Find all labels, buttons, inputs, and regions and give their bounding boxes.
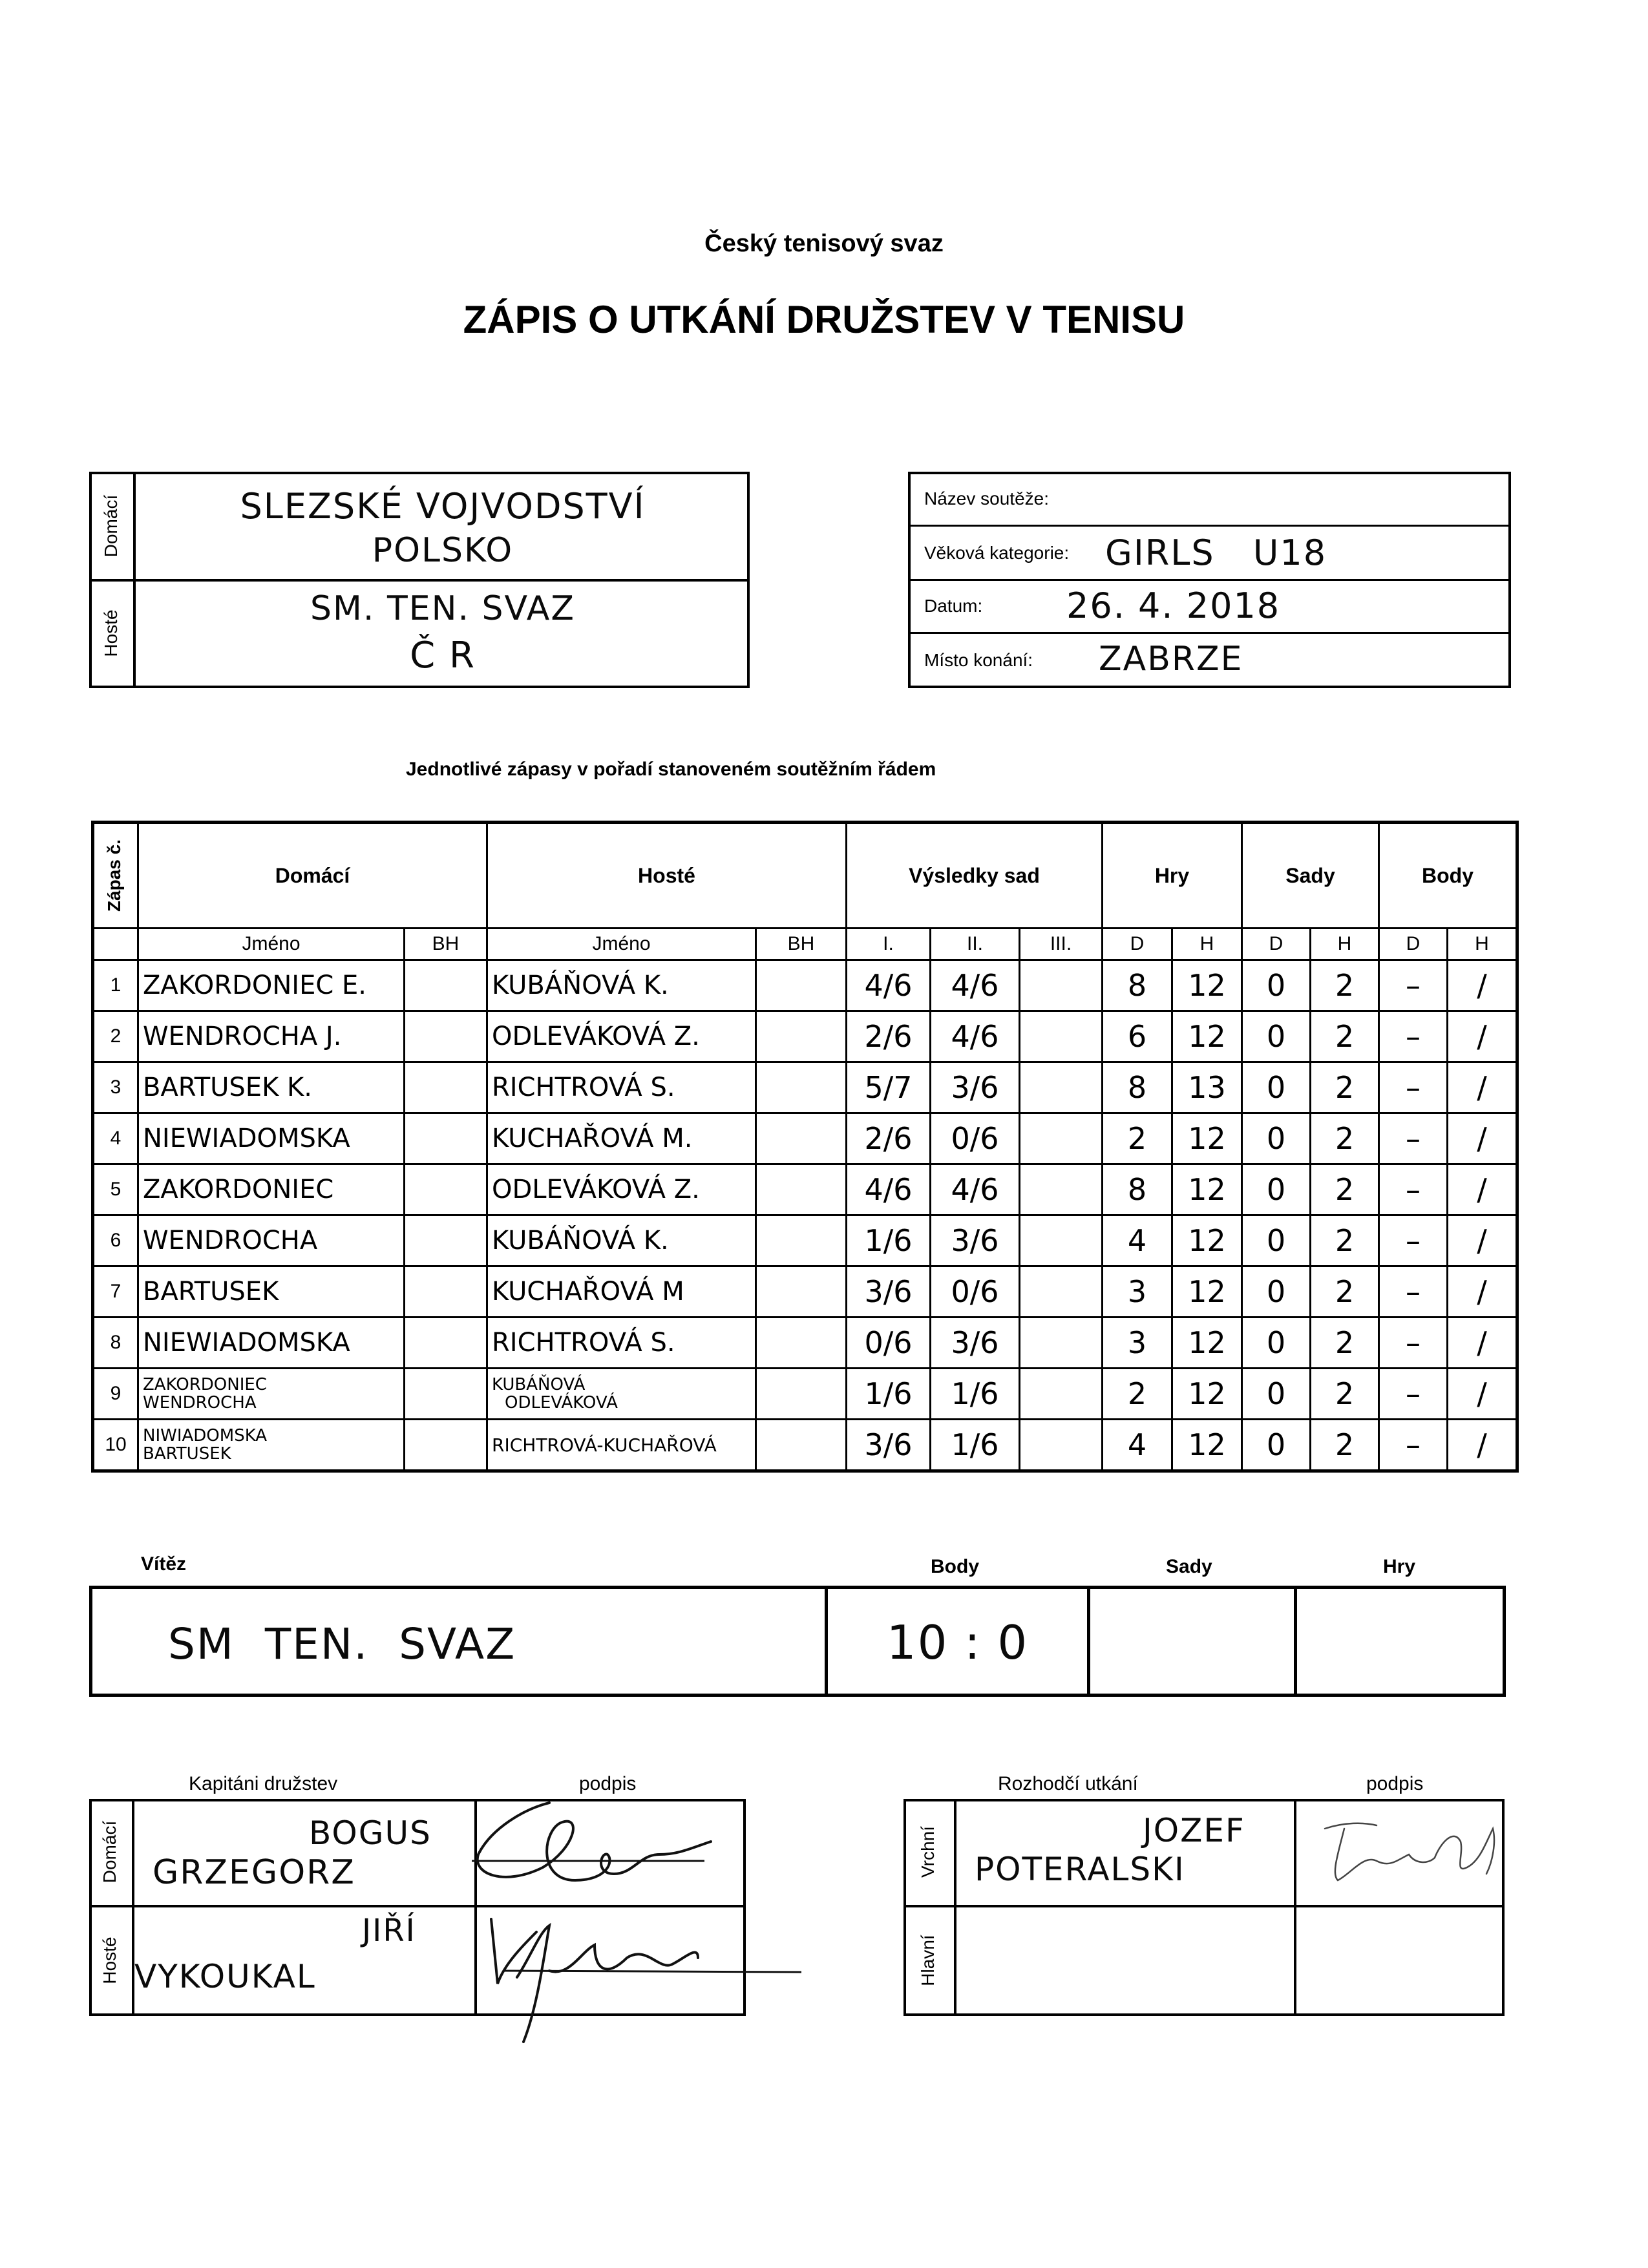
home-player-name: WENDROCHA J.	[138, 1011, 405, 1062]
set2: 3/6	[931, 1215, 1020, 1266]
set1: 1/6	[847, 1369, 931, 1420]
points-guest: /	[1448, 960, 1517, 1011]
sets-guest: 2	[1311, 1266, 1379, 1318]
home-bh-subheader: BH	[405, 929, 487, 960]
referees-divider	[903, 1905, 1505, 1907]
set2: 3/6	[931, 1062, 1020, 1113]
competition-label: Název soutěže:	[924, 488, 1049, 509]
captain-home-label: Domácí	[100, 1820, 120, 1884]
guest-bh	[756, 1011, 847, 1062]
match-row	[93, 1215, 1517, 1266]
games-home: 3	[1103, 1318, 1172, 1369]
home-player-names	[138, 1420, 405, 1471]
date-value: 26. 4. 2018	[1066, 585, 1281, 626]
points-home: –	[1379, 1062, 1448, 1113]
guest-team-name-line2: Č R	[410, 635, 476, 677]
guest-player-2: ODLEVÁKOVÁ	[505, 1393, 618, 1412]
match-number-header: Zápas č.	[93, 823, 138, 929]
sets-home: 0	[1242, 1266, 1311, 1318]
match-row	[93, 1266, 1517, 1318]
home-player-name: WENDROCHA	[138, 1215, 405, 1266]
games-home: 8	[1103, 1164, 1172, 1215]
set3	[1020, 1369, 1103, 1420]
points-guest: /	[1448, 1369, 1517, 1420]
set3	[1020, 1420, 1103, 1471]
set1: 4/6	[847, 1164, 931, 1215]
games-guest: 12	[1172, 1318, 1242, 1369]
home-player-name: ZAKORDONIEC E.	[138, 960, 405, 1011]
set2: 3/6	[931, 1318, 1020, 1369]
games-home: 3	[1103, 1266, 1172, 1318]
points-guest: /	[1448, 1164, 1517, 1215]
home-bh	[405, 1062, 487, 1113]
guest-bh	[756, 1318, 847, 1369]
points-value: 10 : 0	[886, 1615, 1029, 1670]
guest-player-1: KUBÁŇOVÁ	[492, 1375, 586, 1394]
sets-home: 0	[1242, 1369, 1311, 1420]
referee-main-label: Hlavní	[918, 1935, 938, 1986]
points-guest: /	[1448, 1113, 1517, 1164]
set2: 1/6	[931, 1420, 1020, 1471]
info-row-divider	[908, 525, 1511, 527]
points-home: –	[1379, 1164, 1448, 1215]
info-row-divider	[908, 579, 1511, 581]
sets-home: 0	[1242, 960, 1311, 1011]
set2: 1/6	[931, 1369, 1020, 1420]
guest-player-name: KUBÁŇOVÁ K.	[487, 960, 756, 1011]
referees-divider	[1294, 1799, 1296, 2016]
category-label: Věková kategorie:	[924, 543, 1070, 563]
home-bh	[405, 1164, 487, 1215]
games-guest: 12	[1172, 1266, 1242, 1318]
home-player-1: NIWIADOMSKA	[143, 1426, 268, 1445]
games-guest: 13	[1172, 1062, 1242, 1113]
captain-guest-label: Hosté	[100, 1937, 120, 1984]
points-guest: /	[1448, 1318, 1517, 1369]
match-row	[93, 960, 1517, 1011]
home-bh	[405, 1113, 487, 1164]
organization-name: Český tenisový svaz	[704, 230, 944, 257]
sets-guest: 2	[1311, 1318, 1379, 1369]
sets-home: 0	[1242, 1215, 1311, 1266]
referee-chair-signature	[1299, 1803, 1506, 1900]
home-player-1: ZAKORDONIEC	[143, 1375, 267, 1394]
games-guest: 12	[1172, 1420, 1242, 1471]
referee-chair-label: Vrchní	[918, 1826, 938, 1878]
points-home: –	[1379, 1420, 1448, 1471]
sets-guest: 2	[1311, 1164, 1379, 1215]
referees-sign-label: podpis	[1366, 1773, 1424, 1794]
points-home: –	[1379, 1369, 1448, 1420]
set2: 0/6	[931, 1266, 1020, 1318]
home-bh	[405, 1215, 487, 1266]
match-row	[93, 1113, 1517, 1164]
sets-home: 0	[1242, 1113, 1311, 1164]
home-team-name-line2: POLSKO	[372, 531, 514, 570]
guest-player-names	[487, 1369, 756, 1420]
home-player-name: BARTUSEK	[138, 1266, 405, 1318]
sets-guest: 2	[1311, 1011, 1379, 1062]
games-home: 8	[1103, 960, 1172, 1011]
home-player-2: BARTUSEK	[143, 1444, 231, 1464]
points-home: –	[1379, 1011, 1448, 1062]
set1: 2/6	[847, 1011, 931, 1062]
set3	[1020, 1318, 1103, 1369]
points-label: Body	[931, 1556, 979, 1577]
points-guest-subheader: H	[1448, 929, 1517, 960]
match-number: 4	[93, 1113, 138, 1164]
captain-guest-signature	[478, 1906, 814, 2061]
category-value: GIRLS U18	[1105, 532, 1327, 573]
referees-label: Rozhodčí utkání	[998, 1773, 1138, 1794]
match-row	[93, 1420, 1517, 1471]
games-guest: 12	[1172, 1215, 1242, 1266]
guest-bh	[756, 1113, 847, 1164]
match-number: 10	[93, 1420, 138, 1471]
set1: 4/6	[847, 960, 931, 1011]
guest-player-name: KUCHAŘOVÁ M.	[487, 1113, 756, 1164]
results-column-header: Výsledky sad	[847, 823, 1103, 929]
sets-guest: 2	[1311, 1420, 1379, 1471]
games-guest-subheader: H	[1172, 929, 1242, 960]
points-home-subheader: D	[1379, 929, 1448, 960]
match-row	[93, 1011, 1517, 1062]
info-row-divider	[908, 632, 1511, 634]
subheader-empty	[93, 929, 138, 960]
games-guest: 12	[1172, 960, 1242, 1011]
sets-label: Sady	[1166, 1556, 1212, 1577]
guest-player-name: ODLEVÁKOVÁ Z.	[487, 1011, 756, 1062]
set2-subheader: II.	[931, 929, 1020, 960]
home-team-label: Domácí	[101, 494, 121, 558]
match-number: 8	[93, 1318, 138, 1369]
games-home-subheader: D	[1103, 929, 1172, 960]
points-home: –	[1379, 960, 1448, 1011]
points-home: –	[1379, 1113, 1448, 1164]
referee-chair-first-name: JOZEF	[1143, 1812, 1245, 1849]
set2: 4/6	[931, 1011, 1020, 1062]
set1: 3/6	[847, 1420, 931, 1471]
points-guest: /	[1448, 1011, 1517, 1062]
games-home: 2	[1103, 1369, 1172, 1420]
set3	[1020, 1164, 1103, 1215]
sets-guest-subheader: H	[1311, 929, 1379, 960]
home-player-2: WENDROCHA	[143, 1393, 257, 1412]
place-value: ZABRZE	[1099, 640, 1243, 678]
guest-bh	[756, 1062, 847, 1113]
guest-bh	[756, 960, 847, 1011]
games-guest: 12	[1172, 1011, 1242, 1062]
sets-home: 0	[1242, 1164, 1311, 1215]
page-title: ZÁPIS O UTKÁNÍ DRUŽSTEV V TENISU	[463, 298, 1185, 341]
matches-caption: Jednotlivé zápasy v pořadí stanoveném soutěžním řádem	[406, 759, 936, 780]
sets-home-subheader: D	[1242, 929, 1311, 960]
games-column-header: Hry	[1103, 823, 1242, 929]
guest-team-name-line1: SM. TEN. SVAZ	[310, 589, 575, 628]
set1: 3/6	[847, 1266, 931, 1318]
set1: 0/6	[847, 1318, 931, 1369]
match-number: 9	[93, 1369, 138, 1420]
games-guest: 12	[1172, 1164, 1242, 1215]
points-home: –	[1379, 1266, 1448, 1318]
sets-guest: 2	[1311, 1113, 1379, 1164]
guest-bh-subheader: BH	[756, 929, 847, 960]
home-player-names	[138, 1369, 405, 1420]
set3	[1020, 1215, 1103, 1266]
home-bh	[405, 1318, 487, 1369]
games-home: 6	[1103, 1011, 1172, 1062]
sets-guest: 2	[1311, 960, 1379, 1011]
home-player-name: BARTUSEK K.	[138, 1062, 405, 1113]
points-guest: /	[1448, 1062, 1517, 1113]
guest-column-header: Hosté	[487, 823, 847, 929]
guest-bh	[756, 1369, 847, 1420]
set1: 2/6	[847, 1113, 931, 1164]
guest-name-subheader: Jméno	[487, 929, 756, 960]
guest-player-name: RICHTROVÁ-KUCHAŘOVÁ	[487, 1420, 756, 1471]
home-bh	[405, 960, 487, 1011]
home-column-header: Domácí	[138, 823, 487, 929]
winner-divider	[1087, 1586, 1090, 1697]
set1-subheader: I.	[847, 929, 931, 960]
guest-player-name: KUBÁŇOVÁ K.	[487, 1215, 756, 1266]
home-bh	[405, 1420, 487, 1471]
match-number: 6	[93, 1215, 138, 1266]
match-number: 3	[93, 1062, 138, 1113]
sets-column-header: Sady	[1242, 823, 1379, 929]
guest-bh	[756, 1420, 847, 1471]
set3	[1020, 1062, 1103, 1113]
winner-value: SM TEN. SVAZ	[168, 1619, 516, 1669]
points-guest: /	[1448, 1266, 1517, 1318]
set2: 4/6	[931, 1164, 1020, 1215]
games-home: 4	[1103, 1215, 1172, 1266]
match-row	[93, 1164, 1517, 1215]
captain-guest-first-name: JIŘÍ	[362, 1913, 416, 1949]
set3	[1020, 1113, 1103, 1164]
home-bh	[405, 1011, 487, 1062]
guest-team-label: Hosté	[101, 609, 121, 657]
guest-bh	[756, 1266, 847, 1318]
matches-table	[91, 821, 1519, 1473]
home-player-name: NIEWIADOMSKA	[138, 1113, 405, 1164]
captain-home-signature	[446, 1790, 717, 1906]
sets-guest: 2	[1311, 1215, 1379, 1266]
points-column-header: Body	[1379, 823, 1517, 929]
match-number: 7	[93, 1266, 138, 1318]
set2: 4/6	[931, 960, 1020, 1011]
games-guest: 12	[1172, 1369, 1242, 1420]
captains-sign-label: podpis	[579, 1773, 637, 1794]
set3-subheader: III.	[1020, 929, 1103, 960]
guest-bh	[756, 1164, 847, 1215]
captains-label: Kapitáni družstev	[189, 1773, 338, 1794]
date-label: Datum:	[924, 596, 983, 616]
games-label: Hry	[1383, 1556, 1416, 1577]
match-number: 5	[93, 1164, 138, 1215]
sets-home: 0	[1242, 1062, 1311, 1113]
sets-guest: 2	[1311, 1062, 1379, 1113]
games-home: 8	[1103, 1062, 1172, 1113]
set2: 0/6	[931, 1113, 1020, 1164]
place-label: Místo konání:	[924, 650, 1033, 670]
guest-bh	[756, 1215, 847, 1266]
match-row	[93, 1062, 1517, 1113]
match-number: 1	[93, 960, 138, 1011]
guest-player-name: RICHTROVÁ S.	[487, 1318, 756, 1369]
points-home: –	[1379, 1318, 1448, 1369]
captain-guest-last-name: VYKOUKAL	[134, 1958, 316, 1995]
home-bh	[405, 1369, 487, 1420]
home-team-name-line1: SLEZSKÉ VOJVODSTVÍ	[240, 486, 646, 527]
guest-player-name: ODLEVÁKOVÁ Z.	[487, 1164, 756, 1215]
match-row	[93, 1369, 1517, 1420]
home-bh	[405, 1266, 487, 1318]
sets-home: 0	[1242, 1318, 1311, 1369]
points-home: –	[1379, 1215, 1448, 1266]
referee-chair-last-name: POTERALSKI	[975, 1851, 1185, 1888]
guest-player-name: RICHTROVÁ S.	[487, 1062, 756, 1113]
home-player-name: ZAKORDONIEC	[138, 1164, 405, 1215]
captain-home-last-name: GRZEGORZ	[153, 1853, 355, 1892]
set1: 5/7	[847, 1062, 931, 1113]
set3	[1020, 960, 1103, 1011]
set3	[1020, 1266, 1103, 1318]
match-row	[93, 1318, 1517, 1369]
points-guest: /	[1448, 1215, 1517, 1266]
winner-label: Vítěz	[141, 1553, 187, 1575]
guest-player-name: KUCHAŘOVÁ M	[487, 1266, 756, 1318]
home-player-name: NIEWIADOMSKA	[138, 1318, 405, 1369]
teams-divider-horizontal	[89, 579, 750, 582]
sets-home: 0	[1242, 1420, 1311, 1471]
points-guest: /	[1448, 1420, 1517, 1471]
winner-divider	[1294, 1586, 1297, 1697]
captain-home-first-name: BOGUS	[309, 1814, 432, 1852]
sets-home: 0	[1242, 1011, 1311, 1062]
games-guest: 12	[1172, 1113, 1242, 1164]
referees-divider	[954, 1799, 956, 2016]
set3	[1020, 1011, 1103, 1062]
set1: 1/6	[847, 1215, 931, 1266]
games-home: 2	[1103, 1113, 1172, 1164]
home-name-subheader: Jméno	[138, 929, 405, 960]
sets-guest: 2	[1311, 1369, 1379, 1420]
games-home: 4	[1103, 1420, 1172, 1471]
match-number: 2	[93, 1011, 138, 1062]
